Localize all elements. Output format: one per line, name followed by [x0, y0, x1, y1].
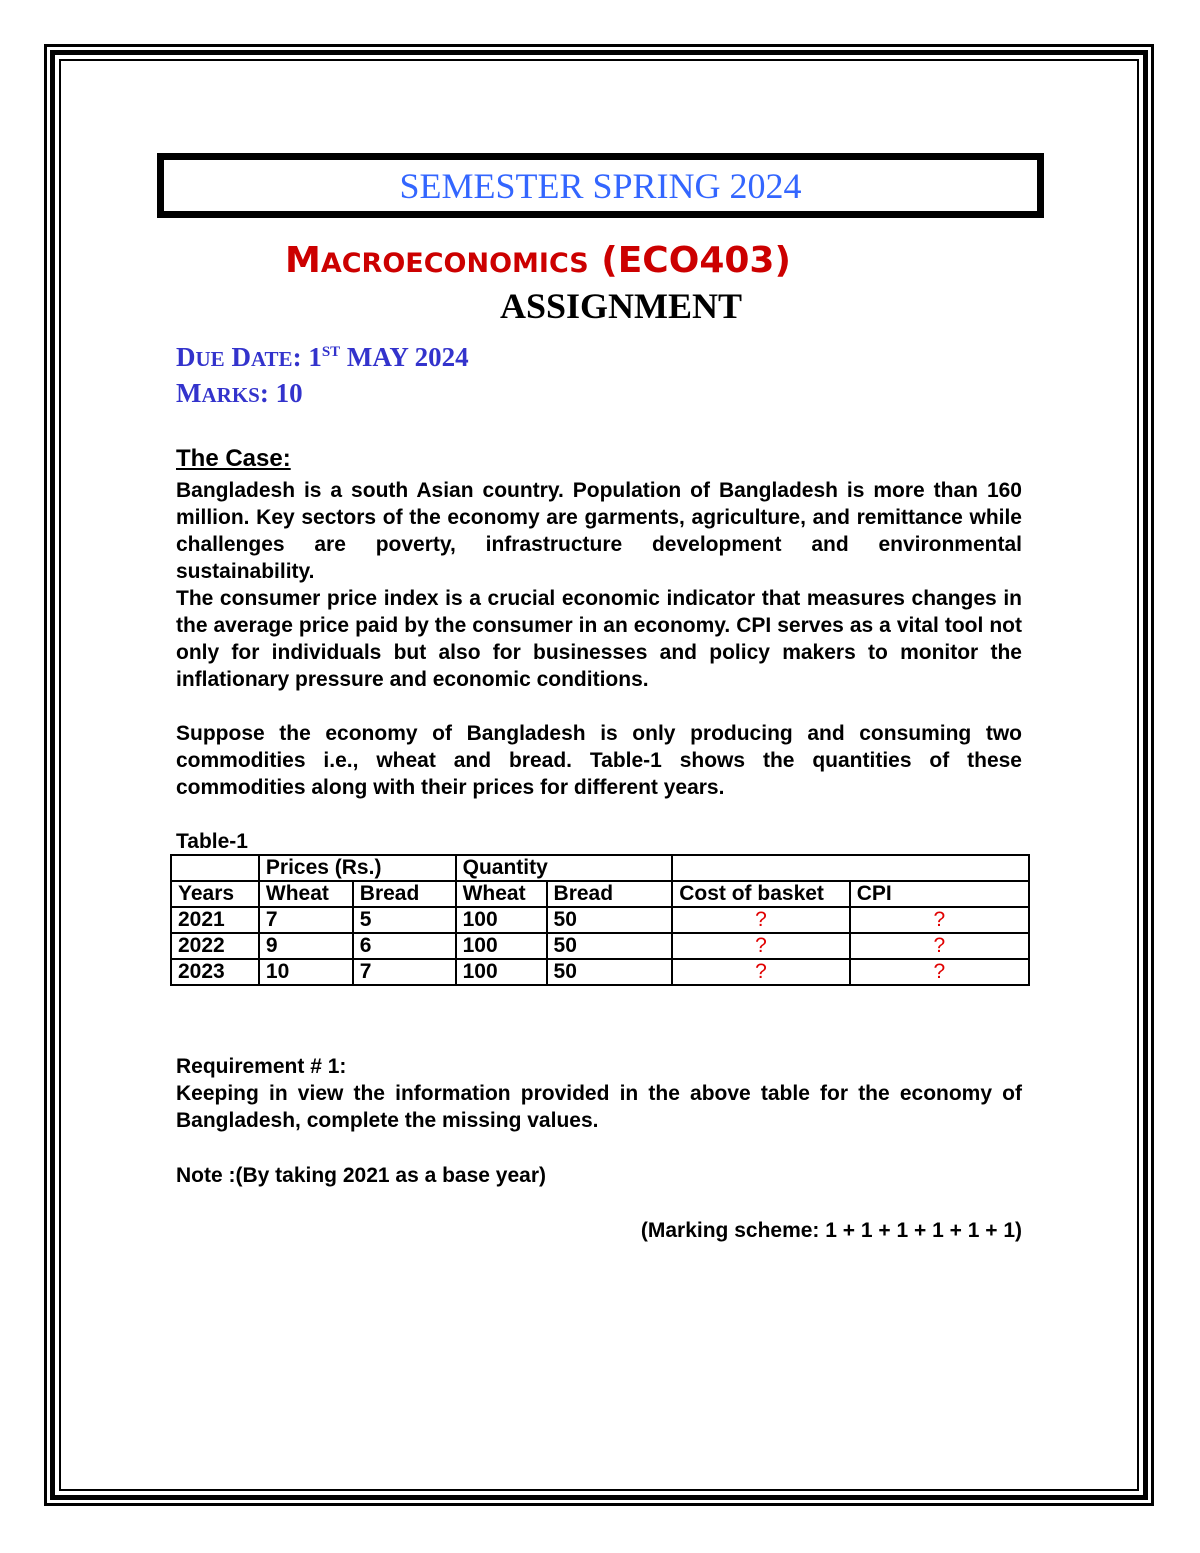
- table-cell: 50: [547, 959, 673, 985]
- table-row: [171, 907, 1029, 933]
- due-date-ue: UE: [195, 347, 225, 371]
- marks-m: M: [176, 378, 202, 408]
- table-group-prices: Prices (Rs.): [259, 855, 456, 881]
- table-group-header-row: [171, 855, 1029, 881]
- course-title-rest: ACROECONOMICS: [320, 248, 589, 279]
- table-header-cell: Wheat: [259, 881, 353, 907]
- table-cell-missing: ?: [672, 907, 849, 933]
- table-cell-missing: ?: [672, 959, 849, 985]
- table-cell: 5: [353, 907, 456, 933]
- table-empty-cell: [672, 855, 1029, 881]
- due-date-day: 1: [308, 342, 322, 372]
- case-paragraph-3: Suppose the economy of Bangladesh is only producing and consuming two commodities i.e., wheat and bread. Table-1 shows the quantities of these commodities along with their prices for different years.: [176, 722, 1022, 799]
- due-date-suffix: ST: [321, 344, 341, 360]
- requirement-text: Keeping in view the information provided in the above table for the economy of Bangladesh, complete the missing values.: [176, 1082, 1022, 1132]
- marks-arks: ARKS: [201, 383, 260, 407]
- table-cell: 50: [547, 907, 673, 933]
- semester-title: SEMESTER SPRING 2024: [399, 165, 802, 206]
- table-header-cell: Bread: [547, 881, 673, 907]
- table-cell-missing: ?: [850, 907, 1029, 933]
- table-cell: 50: [547, 933, 673, 959]
- table-cell-missing: ?: [850, 959, 1029, 985]
- table-cell: 6: [353, 933, 456, 959]
- table-header-cell: Wheat: [456, 881, 547, 907]
- table-cell-missing: ?: [672, 933, 849, 959]
- course-title: [285, 240, 791, 281]
- due-date-ate: ATE: [250, 347, 293, 371]
- due-date-value: MAY 2024: [346, 342, 469, 372]
- table-cell: 2023: [171, 959, 259, 985]
- case-paragraph-2: The consumer price index is a crucial economic indicator that measures changes in the average price paid by the consumer in an economy. CPI serves as a vital tool not only for individuals but also for businesses and policy makers to monitor the inflationary pressure and economic conditions.: [176, 587, 1022, 691]
- marks-value: : 10: [259, 378, 303, 408]
- document-type: ASSIGNMENT: [500, 286, 743, 326]
- table-cell: 100: [456, 933, 547, 959]
- table-cell: 10: [259, 959, 353, 985]
- due-date-d1: D: [176, 342, 196, 372]
- requirement-note: Note :(By taking 2021 as a base year): [176, 1164, 547, 1187]
- table-row: [171, 933, 1029, 959]
- table-header-cell: Cost of basket: [672, 881, 849, 907]
- due-date: [176, 342, 469, 373]
- case-paragraph-1: Bangladesh is a south Asian country. Population of Bangladesh is more than 160 million. Key sectors of the economy are garments, agriculture, and remittance while challenges are poverty, infrastructure development and environmental sustainability.: [176, 479, 1022, 583]
- table-cell: 100: [456, 907, 547, 933]
- table-cell: 7: [353, 959, 456, 985]
- course-title-initial: M: [285, 240, 321, 281]
- data-table: [170, 854, 1030, 986]
- due-date-d2: D: [231, 342, 251, 372]
- table-header-cell: Years: [171, 881, 259, 907]
- table-row: [171, 959, 1029, 985]
- table-empty-cell: [171, 855, 259, 881]
- marks: [176, 378, 303, 409]
- requirement-title: Requirement # 1:: [176, 1055, 347, 1078]
- table-header-cell: CPI: [850, 881, 1029, 907]
- table-header-row: [171, 881, 1029, 907]
- table-header-cell: Bread: [353, 881, 456, 907]
- table-cell: 100: [456, 959, 547, 985]
- table-cell: 2021: [171, 907, 259, 933]
- table-group-quantity: Quantity: [456, 855, 673, 881]
- table-cell: 9: [259, 933, 353, 959]
- marking-scheme: (Marking scheme: 1 + 1 + 1 + 1 + 1 + 1): [640, 1219, 1022, 1242]
- table-cell: 2022: [171, 933, 259, 959]
- case-heading: The Case:: [176, 445, 291, 472]
- table-cell: 7: [259, 907, 353, 933]
- course-code: (ECO403): [601, 240, 791, 281]
- due-date-colon: :: [292, 342, 302, 372]
- semester-banner: [157, 153, 1044, 218]
- table-caption: Table-1: [176, 830, 248, 853]
- table-cell-missing: ?: [850, 933, 1029, 959]
